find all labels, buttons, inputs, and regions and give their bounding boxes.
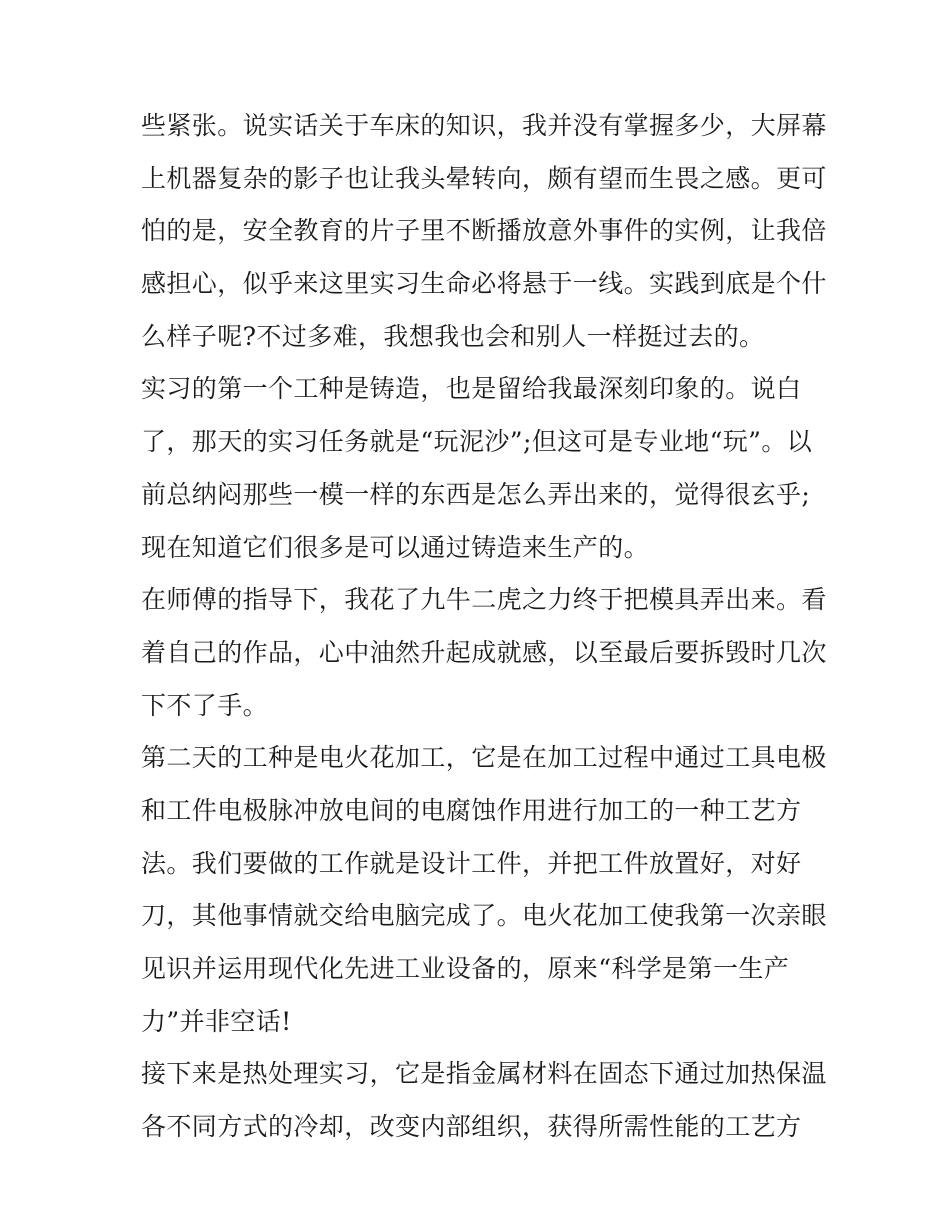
text-line-1: 些紧张。说实话关于车床的知识，我并没有掌握多少，大屏幕 [141,111,827,140]
text-line-10: 在师傅的指导下，我花了九牛二虎之力终于把模具弄出来。看 [141,585,827,615]
text-line-9: 现在知道它们很多是可以通过铸造来生产的。 [141,532,650,562]
text-line-11: 着自己的作品，心中油然升起成就感，以至最后要拆毁时几次 [141,637,827,667]
text-line-19: 接下来是热处理实习，它是指金属材料在固态下通过加热保温 [141,1059,827,1089]
text-line-14: 和工件电极脉冲放电间的电腐蚀作用进行加工的一种工艺方 [141,795,802,825]
text-line-4: 感担心，似乎来这里实习生命必将悬于一线。实践到底是个什 [141,269,827,299]
text-line-18: 力”并非空话! [141,1006,292,1036]
text-line-17: 见识并运用现代化先进工业设备的，原来“科学是第一生产 [141,954,790,983]
text-line-2: 上机器复杂的影子也让我头晕转向，颇有望而生畏之感。更可 [141,163,827,193]
text-line-6: 实习的第一个工种是铸造，也是留给我最深刻印象的。说白 [141,374,802,404]
body-text [141,100,827,1154]
text-line-5: 么样子呢?不过多难，我想我也会和别人一样挺过去的。 [141,321,765,351]
text-line-20: 各不同方式的冷却，改变内部组织，获得所需性能的工艺方 [141,1112,802,1142]
text-line-16: 刀，其他事情就交给电脑完成了。电火花加工使我第一次亲眼 [141,901,827,931]
text-line-15: 法。我们要做的工作就是设计工件，并把工件放置好，对好 [141,848,802,878]
text-line-7: 了，那天的实习任务就是“玩泥沙”;但这可是专业地“玩”。以 [141,427,813,457]
text-line-12: 下不了手。 [141,690,269,720]
text-line-3: 怕的是，安全教育的片子里不断播放意外事件的实例，让我倍 [141,216,827,246]
text-line-8: 前总纳闷那些一模一样的东西是怎么弄出来的，觉得很玄乎; [141,479,811,509]
text-line-13: 第二天的工种是电火花加工，它是在加工过程中通过工具电极 [141,743,827,773]
